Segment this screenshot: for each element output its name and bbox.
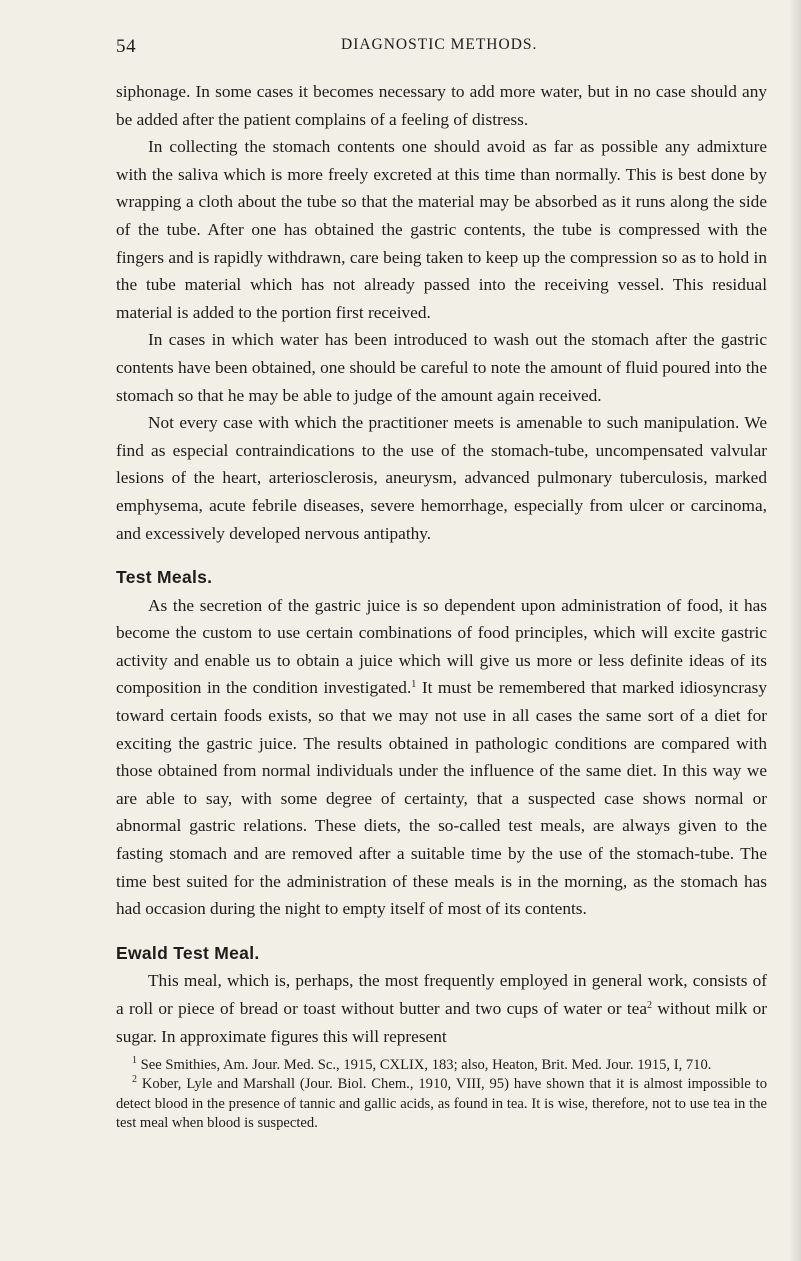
heading-test-meals: Test Meals.	[116, 567, 213, 588]
paragraph-siphonage: siphonage. In some cases it becomes necessary to add more water, but in no case should any be added after the patient complains of a feeling of distress.	[116, 82, 767, 129]
running-title: DIAGNOSTIC METHODS.	[341, 36, 538, 53]
footnote-1-text: See Smithies, Am. Jour. Med. Sc., 1915, CXLIX, 183; also, Heaton, Brit. Med. Jour. 1915, I, 710.	[137, 1057, 712, 1074]
paragraph-contraindications: Not every case with which the practitioner meets is amenable to such manipulation. We find as especial contraindications to the use of the stomach-tube, uncompensated valvular lesions of the heart, arteriosclerosis, aneurysm, advanced pulmonary tuberculosis, marked emphysema, acute febrile diseases, severe hemorrhage, especially from ulcer or carcinoma, and excessively developed nervous antipathy.	[116, 413, 767, 543]
footnote-1	[116, 1056, 767, 1075]
paragraph-washing: In cases in which water has been introduced to wash out the stomach after the gastric contents have been obtained, one should be careful to note the amount of fluid poured into the stomach so that he may be able to judge of the amount again received.	[116, 330, 767, 405]
paragraph-collecting: In collecting the stomach contents one should avoid as far as possible any admixture with the saliva which is more freely excreted at this time than normally. This is best done by wrapping a cloth about the tube so that the material may be absorbed as it runs along the side of the tube. After one has obtained the gastric contents, the tube is compressed with the fingers and is rapidly withdrawn, care being taken to keep up the compression so as to hold in the tube material which has not already passed into the receiving vessel. This residual material is added to the portion first received.	[116, 137, 767, 322]
footnote-ref-1: 1	[411, 679, 417, 691]
paragraph-test-meals-part2: It must be remembered that marked idiosyncrasy toward certain foods exists, so that we may not use in all cases the same sort of a diet for exciting the gastric juice. The results obtained in pathologic conditions are compared with those obtained from normal individuals under the influence of the same diet. In this way we are able to say, with some degree of certainty, that a suspected case shows normal or abnormal gastric relations. These diets, the so-called test meals, are always given to the fasting stomach and are removed after a suitable time by the use of the stomach-tube. The time best suited for the administration of these meals is in the morning, as the stomach has had occasion during the night to empty itself of most of its contents.	[116, 678, 767, 919]
footnote-2-mark: 2	[132, 1074, 137, 1086]
footnotes	[116, 1056, 767, 1133]
paragraph-test-meals-part1: As the secretion of the gastric juice is so dependent upon administration of food, it has become the custom to use certain combinations of food principles, which will excite gastric activity and enable us to obtain a juice which will give us more or less definite ideas of its composition in the condition investigated.	[116, 595, 767, 698]
paragraph-ewald-part1: This meal, which is, perhaps, the most frequently employed in general work, consists of a roll or piece of bread or toast without butter and two cups of water or tea	[116, 971, 767, 1018]
page-edge-shadow	[789, 0, 801, 1261]
paragraph-ewald	[116, 967, 767, 1050]
footnote-ref-2: 2	[647, 1000, 653, 1011]
paragraph-ewald-part2: without milk or sugar. In approximate figures this will represent	[116, 999, 767, 1046]
footnote-2-text: Kober, Lyle and Marshall (Jour. Biol. Chem., 1910, VIII, 95) have shown that it is almost impossible to detect blood in the presence of tannic and gallic acids, as found in tea. It is wise, therefore, not to use tea in the test meal when blood is suspected.	[116, 1076, 767, 1131]
heading-ewald-test-meal: Ewald Test Meal.	[116, 942, 260, 963]
footnote-1-mark: 1	[132, 1055, 137, 1067]
page-number: 54	[116, 36, 137, 57]
body-text	[116, 78, 767, 1050]
footnote-2	[116, 1075, 767, 1133]
paragraph-test-meals	[116, 592, 767, 923]
running-head	[116, 30, 767, 64]
